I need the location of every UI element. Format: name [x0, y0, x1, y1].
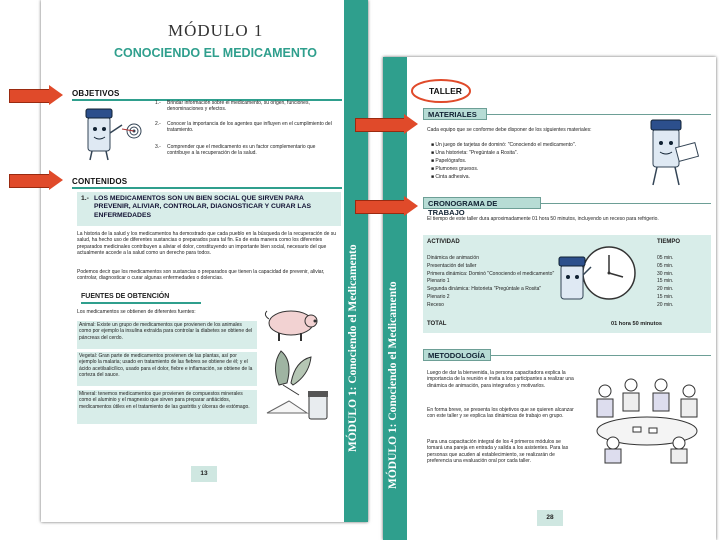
left-document-page — [41, 0, 368, 522]
cronograma-row-activity: Segunda dinámica: Historieta "Pregúntale a Rosita" — [427, 286, 542, 293]
clock-mascot-illustration — [551, 239, 641, 313]
cronograma-row-time: 05 min. — [657, 262, 674, 269]
cronograma-intro: El tiempo de este taller dura aproximadamente 01 hora 50 minutos, incluyendo un receso para refrigerio. — [427, 216, 659, 222]
taller-label: TALLER — [429, 86, 462, 96]
left-page-number: 13 — [191, 466, 217, 482]
cronograma-row-activity: Primera dinámica: Dominó "Conociendo el medicamento" — [427, 270, 555, 277]
cronograma-row-activity: Plenario 2 — [427, 293, 450, 300]
module-title: MÓDULO 1 — [168, 21, 264, 40]
objetivo-3-number: 3.- — [155, 144, 161, 150]
module-subtitle: CONOCIENDO EL MEDICAMENTO — [114, 46, 318, 60]
cronograma-heading: CRONOGRAMA DE TRABAJO — [423, 197, 541, 209]
cronograma-col-time: TIEMPO — [657, 239, 681, 245]
group-meeting-illustration — [583, 373, 711, 465]
contenidos-heading: CONTENIDOS — [72, 177, 128, 186]
objetivo-1-number: 1.- — [155, 100, 161, 106]
cronograma-row-activity: Plenario 1 — [427, 278, 450, 285]
fuentes-heading: FUENTES DE OBTENCIÓN — [81, 293, 170, 300]
metodologia-heading: METODOLOGÍA — [423, 349, 491, 361]
pill-bottle-mascot-with-book-illustration — [631, 115, 703, 191]
right-spine-label: MÓDULO 1: Conociendo el Medicamento — [387, 281, 399, 489]
materiales-intro: Cada equipo que se conforme debe disponer de los siguientes materiales: — [427, 127, 592, 133]
cronograma-row-time: 15 min. — [657, 278, 674, 285]
objetivo-3-text: Comprender que el medicamento es un factor complementario que contribuye a la recuperación de la salud. — [167, 144, 316, 157]
materiales-item: ■ Papelógrafos. — [431, 158, 467, 164]
metodologia-paragraph-1: Luego de dar la bienvenida, la persona capacitadora explica la importancia de la reunión e invita a los participantes a realizar una dinámica de animación, para integrarlos y motivarlos. — [427, 370, 574, 389]
objetivo-2-text: Conocer la importancia de los agentes que influyen en el cumplimiento del tratamiento. — [167, 121, 332, 134]
contenidos-paragraph-2: Podemos decir que los medicamentos son sustancias o preparados que tienen la capacidad de prevenir, aliviar, controlar, diagnosticar o curar algunas enfermedades o dolencias. — [77, 269, 325, 282]
metodologia-paragraph-2: En forma breve, se presenta los objetivos que se quieren alcanzar con este taller y se explica las dinámicas de trabajo en grupo. — [427, 407, 574, 420]
cronograma-row-time: 05 min. — [657, 255, 674, 261]
materiales-item: ■ Cinta adhesiva. — [431, 174, 470, 180]
materiales-item: ■ Una historieta: "Pregúntale a Rosita". — [431, 150, 518, 156]
fuentes-rule — [81, 302, 201, 304]
cronograma-row-activity: Receso — [427, 301, 444, 308]
fuentes-intro: Los medicamentos se obtienen de diferentes fuentes: — [77, 309, 196, 315]
contenidos-rule — [72, 187, 342, 189]
cronograma-total-value: 01 hora 50 minutos — [611, 321, 662, 327]
cronograma-col-activity: ACTIVIDAD — [427, 239, 460, 245]
left-spine-label: MÓDULO 1: Conociendo el Medicamento — [347, 244, 359, 452]
cronograma-row-activity: Presentación del taller — [427, 262, 477, 269]
right-page-number: 28 — [537, 510, 563, 526]
objetivo-1-text: Brindar información sobre el medicamento, su origen, funciones, denominaciones y efectos. — [167, 100, 310, 113]
cronograma-total-label: TOTAL — [427, 321, 447, 327]
objetivos-heading: OBJETIVOS — [72, 89, 120, 98]
fuente-vegetal-text: Vegetal: Gran parte de medicamentos provienen de las plantas, así por ejemplo la malaria; usado en tratamiento de las fiebres se obtiene de él; y el ácido acetilsalicílico, usado para el dolor, fiebre e inflamación, se obtiene de la corteza del sauce. — [79, 353, 253, 379]
materiales-item: ■ Un juego de tarjetas de dominó: "Conociendo el medicamento". — [431, 142, 577, 148]
materiales-list — [431, 142, 621, 182]
objetivo-2-number: 2.- — [155, 121, 161, 127]
taller-highlight-circle — [410, 77, 472, 105]
contenidos-subheading: LOS MEDICAMENTOS SON UN BIEN SOCIAL QUE SIRVEN PARA PREVENIR, ALIVIAR, CONTROLAR, DIAGNOSTICAR Y CURAR LAS ENFERMEDADES — [94, 195, 312, 219]
cronograma-row-activity: Dinámica de animación — [427, 255, 479, 261]
pill-bottle-mascot-illustration — [78, 103, 143, 163]
right-document-page — [383, 57, 716, 540]
cronograma-row-time: 30 min. — [657, 270, 674, 277]
cronograma-row-time: 20 min. — [657, 301, 674, 308]
materiales-item: ■ Plumones gruesos. — [431, 166, 479, 172]
contenidos-paragraph-1: La historia de la salud y los medicamentos ha demostrado que cada pueblo en la búsqueda de la recuperación de su salud, ha hecho uso de diferentes sustancias o preparados para tal fin. Es de esta manera como los diferentes preparados medicinales contribuyen a aliviar el dolor, constituyendo un importante bien social, necesario del que actualmente accede a la salud como un derecho para todos. — [77, 231, 337, 257]
cronograma-row-time: 15 min. — [657, 293, 674, 300]
fuente-mineral-text: Mineral: tenemos medicamentos que provienen de compuestos minerales como el aluminio y el magnesio que sirven para preparar antiácidos, medicamentos útiles en el tratamiento de las gastritis y úlceras de estómago. — [79, 391, 250, 410]
cronograma-rule — [541, 203, 711, 204]
fuente-animal-text: Animal: Existe un grupo de medicamentos que provienen de los animales como por ejemplo la insulina extraída para controlar la diabetes se obtiene del páncreas del cerdo. — [79, 322, 253, 341]
materiales-heading: MATERIALES — [423, 108, 487, 120]
cronograma-time-list — [657, 255, 707, 310]
metodologia-paragraph-3: Para una capacitación integral de los 4 primeros módulos se tomará una pareja en entrada y salida a los asistentes. Para las personas que acuden al establecimiento, se realizarán de preferencia una evaluación oral por cada taller. — [427, 439, 569, 465]
metodologia-rule — [491, 355, 711, 356]
cronograma-row-time: 20 min. — [657, 286, 674, 293]
pig-plant-mineral-illustration — [261, 305, 331, 425]
contenidos-subheading-number: 1.- — [81, 195, 89, 202]
